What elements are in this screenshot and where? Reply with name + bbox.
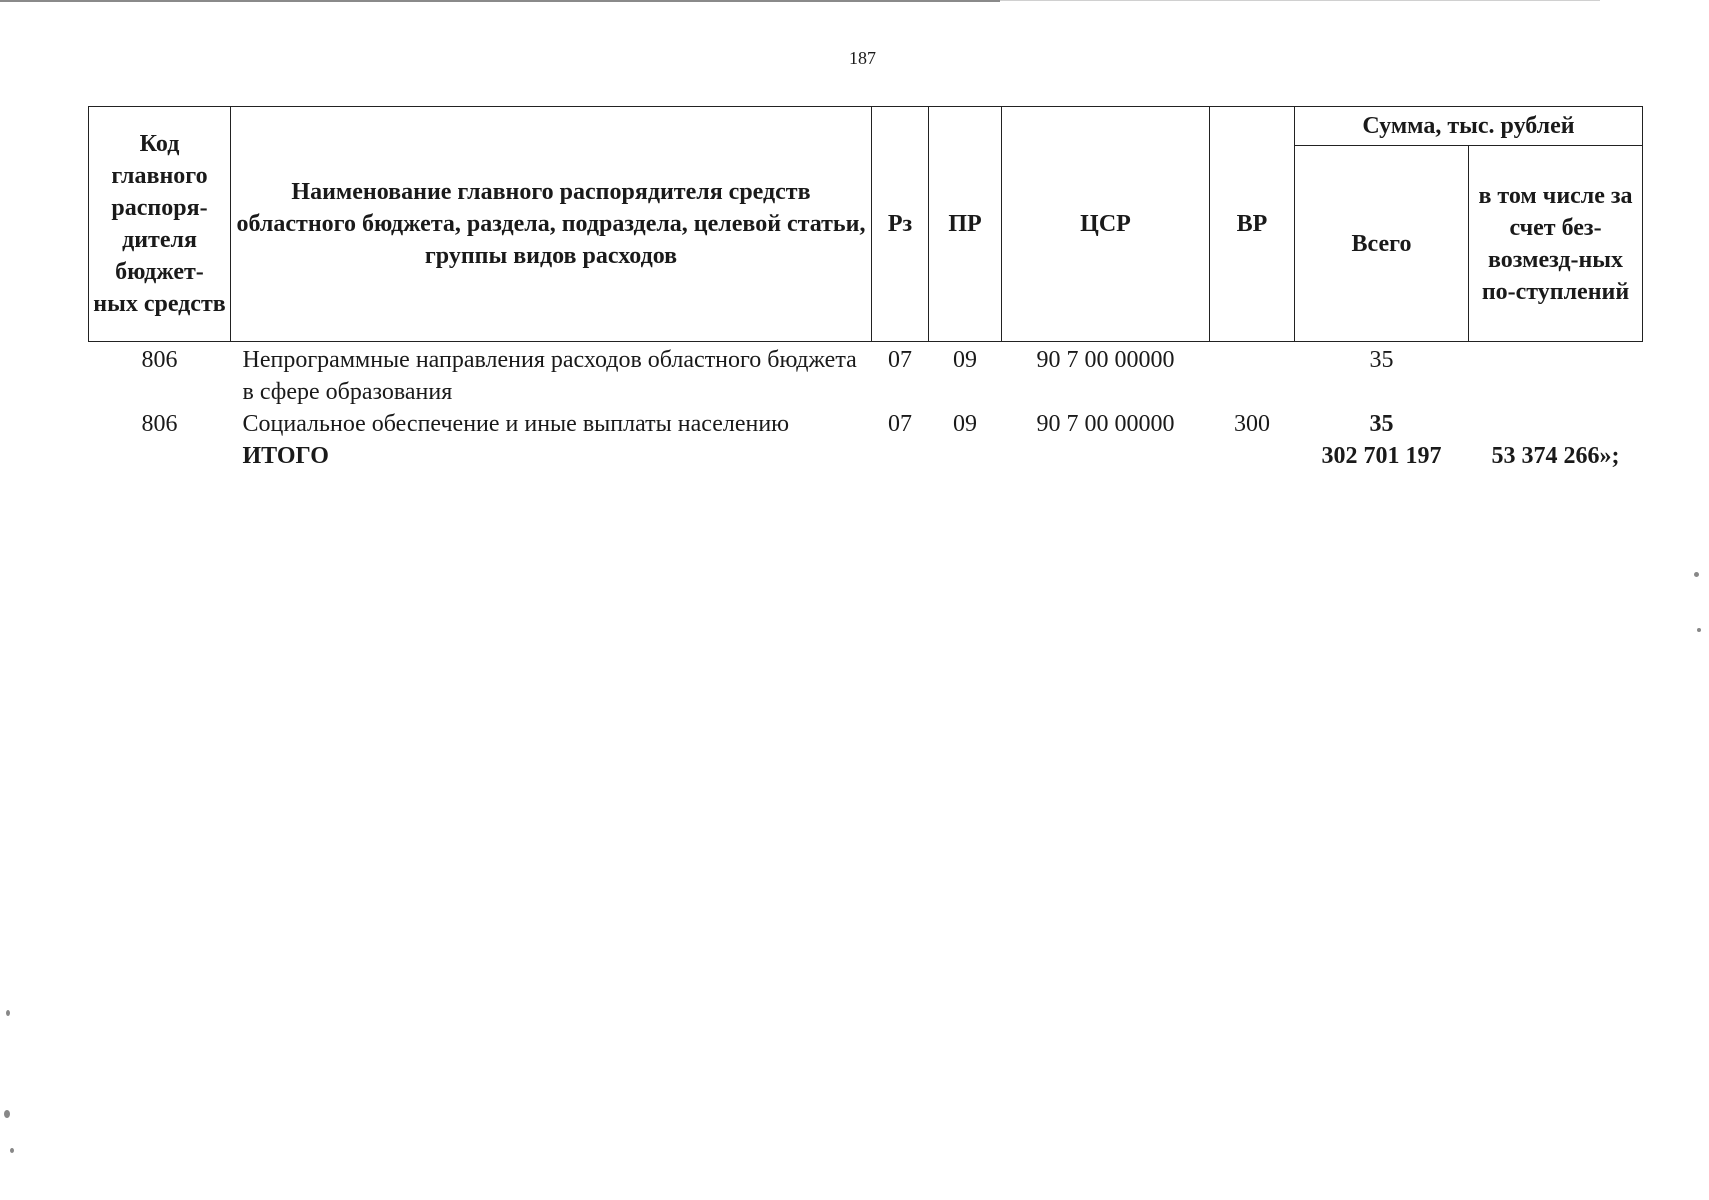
cell-csr: 90 7 00 00000	[1036, 411, 1175, 437]
header-csr: ЦСР	[1002, 107, 1210, 342]
total-label: ИТОГО	[242, 443, 329, 469]
header-incl-grants: в том числе за счет без-возмезд-ных по-ступлений	[1469, 146, 1643, 342]
cell-incl-grants	[1469, 342, 1643, 409]
budget-table	[88, 106, 1643, 472]
header-vr: ВР	[1210, 107, 1295, 342]
total-incl-grants: 53 374 266»;	[1491, 443, 1620, 469]
total-sum: 302 701 197	[1321, 443, 1442, 469]
cell-name: Социальное обеспечение и иные выплаты населению	[242, 411, 790, 437]
scan-top-edge-faint	[1000, 0, 1600, 1]
scan-speck	[1694, 572, 1699, 577]
cell-vr	[1210, 342, 1295, 409]
cell-rz: 07	[888, 347, 912, 373]
header-pr: ПР	[929, 107, 1002, 342]
cell-vr: 300	[1234, 411, 1270, 437]
scan-speck	[10, 1148, 14, 1153]
total-row	[89, 440, 1643, 472]
table-row	[89, 342, 1643, 409]
scan-speck	[4, 1110, 10, 1118]
cell-incl-grants	[1469, 408, 1643, 440]
cell-csr: 90 7 00 00000	[1036, 347, 1175, 373]
cell-rz: 07	[888, 411, 912, 437]
header-name: Наименование главного распорядителя средств областного бюджета, раздела, подраздела, целевой статьи, группы видов расходов	[231, 107, 872, 342]
cell-empty	[1210, 440, 1295, 472]
header-row	[89, 107, 1643, 146]
cell-total: 35	[1369, 411, 1394, 437]
cell-empty	[929, 440, 1002, 472]
header-sum-group: Сумма, тыс. рублей	[1295, 107, 1643, 146]
cell-pr: 09	[953, 411, 977, 437]
header-rz: Рз	[872, 107, 929, 342]
table-row	[89, 408, 1643, 440]
page-number: 187	[849, 48, 876, 68]
cell-code: 806	[141, 347, 178, 373]
header-total: Всего	[1295, 146, 1469, 342]
scan-speck	[1697, 628, 1701, 632]
cell-empty	[872, 440, 929, 472]
scan-top-edge	[0, 0, 1000, 2]
cell-empty	[89, 440, 231, 472]
scan-speck	[6, 1010, 10, 1016]
cell-code: 806	[141, 411, 178, 437]
cell-name: Непрограммные направления расходов областного бюджета в сфере образования	[242, 347, 857, 405]
cell-total: 35	[1369, 347, 1394, 373]
header-code: Код главного распоря-дителя бюджет-ных средств	[89, 107, 231, 342]
cell-pr: 09	[953, 347, 977, 373]
cell-empty	[1002, 440, 1210, 472]
